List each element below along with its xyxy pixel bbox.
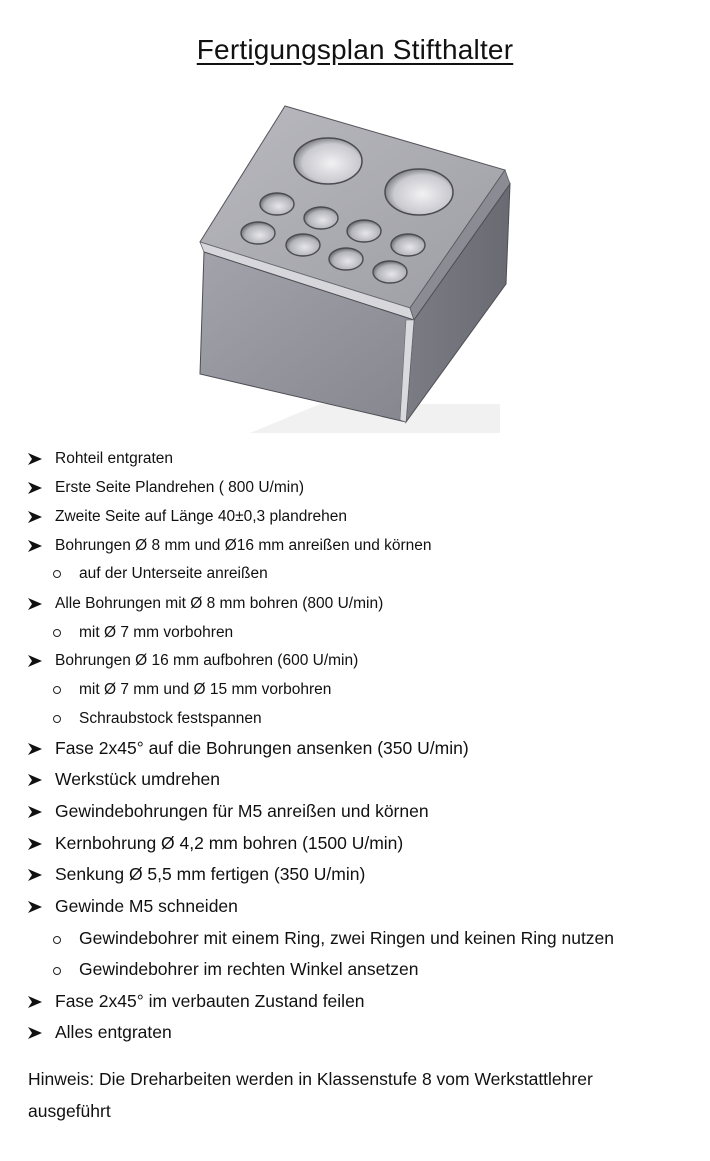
- step-text: Werkstück umdrehen: [55, 769, 221, 789]
- step-text: Bohrungen Ø 8 mm und Ø16 mm anreißen und körnen: [55, 537, 432, 554]
- arrow-bullet-icon: [28, 655, 42, 667]
- step-text: Alles entgraten: [55, 1022, 172, 1042]
- arrow-bullet-icon: [28, 806, 42, 818]
- note-text: Hinweis: Die Dreharbeiten werden in Klassenstufe 8 vom Werkstattlehrer ausgeführt: [28, 1069, 593, 1121]
- circle-bullet-icon: [53, 967, 61, 975]
- arrow-bullet-icon: [28, 774, 42, 786]
- step-text: Schraubstock festspannen: [79, 710, 262, 727]
- arrow-bullet-icon: [28, 598, 42, 610]
- circle-bullet-icon: [53, 629, 61, 637]
- arrow-bullet-icon: [28, 482, 42, 494]
- step-text: Senkung Ø 5,5 mm fertigen (350 U/min): [55, 864, 366, 884]
- step-text: mit Ø 7 mm und Ø 15 mm vorbohren: [79, 681, 332, 698]
- step-text: Fase 2x45° im verbauten Zustand feilen: [55, 991, 365, 1011]
- arrow-bullet-icon: [28, 511, 42, 523]
- circle-bullet-icon: [53, 936, 61, 944]
- step-text: Fase 2x45° auf die Bohrungen ansenken (350 U/min): [55, 738, 469, 758]
- arrow-bullet-icon: [28, 996, 42, 1008]
- step-text: Zweite Seite auf Länge 40±0,3 plandrehen: [55, 508, 348, 525]
- step-text: Kernbohrung Ø 4,2 mm bohren (1500 U/min): [55, 833, 404, 853]
- circle-bullet-icon: [53, 715, 61, 723]
- step-text: Bohrungen Ø 16 mm aufbohren (600 U/min): [55, 652, 359, 669]
- page-title: Fertigungsplan Stifthalter: [196, 34, 514, 65]
- step-text: Gewinde M5 schneiden: [55, 896, 238, 916]
- step-text: Alle Bohrungen mit Ø 8 mm bohren (800 U/min): [55, 595, 384, 612]
- circle-bullet-icon: [53, 570, 61, 578]
- arrow-bullet-icon: [28, 869, 42, 881]
- arrow-bullet-icon: [28, 540, 42, 552]
- step-text: Gewindebohrer im rechten Winkel ansetzen: [79, 959, 419, 979]
- arrow-bullet-icon: [28, 901, 42, 913]
- arrow-bullet-icon: [28, 453, 42, 465]
- step-text: Erste Seite Plandrehen ( 800 U/min): [55, 479, 304, 496]
- step-text: auf der Unterseite anreißen: [79, 565, 268, 582]
- step-text: Gewindebohrungen für M5 anreißen und körnen: [55, 801, 429, 821]
- arrow-bullet-icon: [28, 743, 42, 755]
- arrow-bullet-icon: [28, 1027, 42, 1039]
- cube-with-holes-icon: [170, 88, 530, 433]
- arrow-bullet-icon: [28, 838, 42, 850]
- circle-bullet-icon: [53, 686, 61, 694]
- step-text: mit Ø 7 mm vorbohren: [79, 624, 234, 641]
- step-text: Rohteil entgraten: [55, 450, 174, 467]
- step-text: Gewindebohrer mit einem Ring, zwei Ringen und keinen Ring nutzen: [79, 928, 615, 948]
